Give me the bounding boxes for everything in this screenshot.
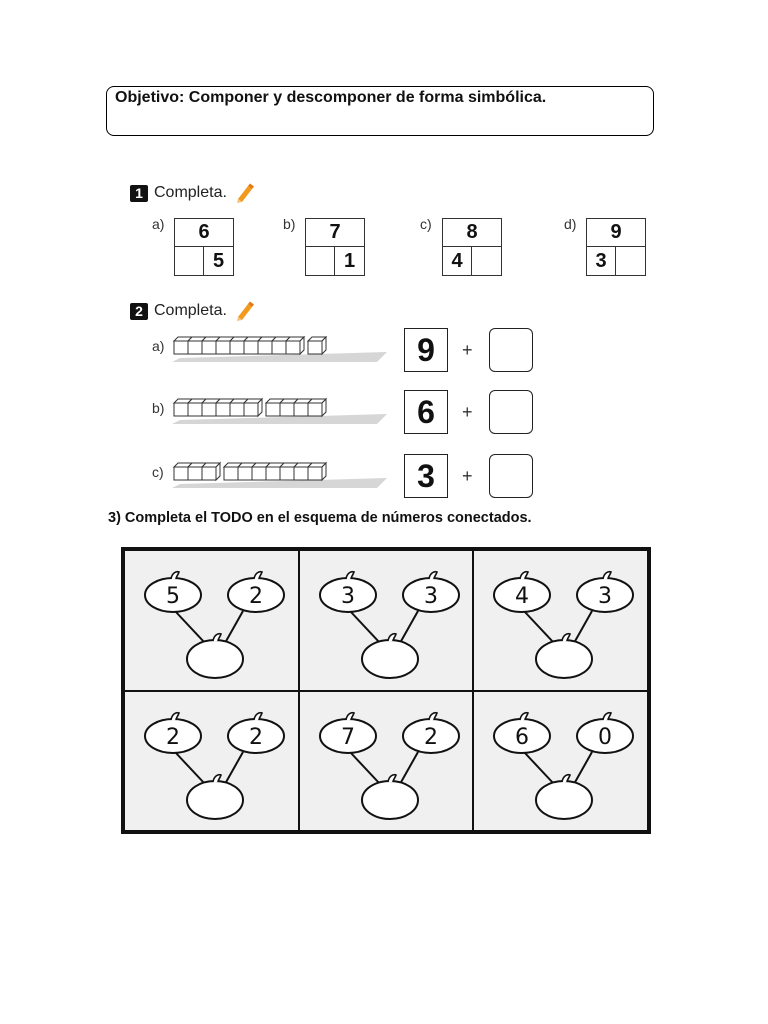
unit-cube (308, 467, 322, 480)
answer-box-b[interactable] (489, 390, 533, 434)
section-1-badge: 1 (130, 185, 148, 202)
unit-cube (294, 467, 308, 480)
unit-cube (272, 341, 286, 354)
number-bond-panel (473, 550, 648, 691)
part-value-left: 2 (166, 724, 180, 750)
connector-line (400, 752, 418, 784)
whole-circle-input (536, 634, 592, 678)
decomp-total: 7 (306, 219, 364, 247)
circle-shape (187, 781, 243, 819)
circle-shape (536, 640, 592, 678)
part-value-left: 4 (515, 584, 530, 609)
connector-line (225, 611, 243, 643)
section-1-title: Completa. (154, 184, 227, 201)
decomposition-box-b (305, 218, 365, 276)
unit-cube (174, 403, 188, 416)
decomposition-box-d (586, 218, 646, 276)
unit-cube (230, 403, 244, 416)
unit-cube (286, 341, 300, 354)
plus-sign: + (462, 466, 473, 486)
connector-line (574, 752, 592, 784)
cube-group (174, 337, 304, 354)
s1-label-a: a) (152, 216, 165, 232)
unit-cube (202, 403, 216, 416)
s2-row-c (152, 452, 552, 502)
whole-circle-input (187, 774, 243, 818)
cube-group (224, 463, 326, 480)
connector-line (400, 611, 418, 643)
part-value-left: 3 (340, 584, 355, 609)
part-value-left: 6 (515, 724, 530, 750)
decomp-total: 8 (443, 219, 501, 247)
unit-cube (258, 341, 272, 354)
number-bond-diagram (474, 692, 648, 830)
circle-shape (362, 781, 418, 819)
objective-box (106, 86, 654, 136)
unit-cube (230, 341, 244, 354)
unit-cube (174, 467, 188, 480)
decomp-left: 3 (587, 247, 616, 275)
unit-cube (216, 403, 230, 416)
part-value-right: 2 (423, 724, 438, 750)
unit-cubes-strip-b (172, 394, 387, 424)
s2-label-a: a) (152, 338, 165, 354)
number-bond-panel (299, 691, 474, 832)
unit-cube (202, 341, 216, 354)
number-box-c: 3 (404, 454, 448, 498)
unit-cube (244, 403, 258, 416)
part-value-left: 7 (340, 724, 355, 750)
decomp-right: 5 (212, 249, 225, 272)
unit-cube (252, 467, 266, 480)
cube-group (174, 399, 262, 416)
number-bond-panel (124, 691, 299, 832)
number-bond-diagram (125, 551, 299, 689)
section-2-header (130, 300, 255, 322)
unit-cube (216, 341, 230, 354)
number-bond-diagram (300, 692, 474, 830)
pencil-icon (233, 182, 255, 204)
connector-line (350, 752, 380, 784)
section-1-header (130, 182, 255, 204)
decomp-left-input[interactable] (306, 247, 335, 275)
unit-cube (266, 403, 280, 416)
s1-label-b: b) (283, 216, 296, 232)
connector-line (175, 752, 205, 784)
connector-line (524, 611, 554, 643)
unit-cube (280, 403, 294, 416)
unit-cube (238, 467, 252, 480)
connector-line (350, 611, 380, 643)
connector-line (574, 611, 592, 643)
part-value-right: 2 (249, 584, 263, 609)
plus-sign: + (462, 340, 473, 360)
circle-shape (536, 781, 592, 819)
number-bond-grid (121, 547, 651, 834)
whole-circle-input (536, 774, 592, 818)
decomp-left: 4 (443, 247, 472, 275)
s2-row-b (152, 388, 552, 438)
s1-label-c: c) (420, 216, 432, 232)
circle-shape (187, 640, 243, 678)
unit-cube (308, 403, 322, 416)
cube-group (308, 337, 326, 354)
number-bond-diagram (474, 551, 648, 689)
unit-cube (244, 341, 258, 354)
unit-cube (266, 467, 280, 480)
whole-circle-input (362, 774, 418, 818)
number-box-a: 9 (404, 328, 448, 372)
pencil-icon (233, 300, 255, 322)
circle-shape (362, 640, 418, 678)
section-2-badge: 2 (130, 303, 148, 320)
s2-row-a (152, 326, 552, 376)
cube-group (266, 399, 326, 416)
unit-cube (188, 467, 202, 480)
connector-line (524, 752, 554, 784)
unit-cube (202, 467, 216, 480)
decomp-left-input[interactable] (175, 247, 204, 275)
unit-cube (308, 341, 322, 354)
number-bond-panel (299, 550, 474, 691)
decomp-total: 6 (175, 219, 233, 247)
part-value-right: 2 (249, 724, 263, 750)
number-bond-panel (473, 691, 648, 832)
part-value-right: 3 (423, 584, 438, 609)
whole-circle-input (187, 634, 243, 678)
plus-sign: + (462, 402, 473, 422)
unit-cube (280, 467, 294, 480)
decomp-right: 1 (343, 249, 356, 272)
answer-box-c[interactable] (489, 454, 533, 498)
part-value-left: 5 (166, 584, 180, 609)
unit-cube (188, 341, 202, 354)
part-value-right: 0 (598, 724, 613, 750)
number-bond-panel (124, 550, 299, 691)
section-2-title: Completa. (154, 302, 227, 319)
cube-group (174, 463, 220, 480)
section-3-title: 3) Completa el TODO en el esquema de números conectados. (108, 510, 532, 526)
answer-box-a[interactable] (489, 328, 533, 372)
connector-line (225, 752, 243, 784)
decomposition-box-a (174, 218, 234, 276)
decomp-total: 9 (587, 219, 645, 247)
unit-cube (224, 467, 238, 480)
connector-line (175, 611, 205, 643)
unit-cube (294, 403, 308, 416)
unit-cubes-strip-c (172, 458, 387, 488)
unit-cube (174, 341, 188, 354)
unit-cubes-strip-a (172, 332, 387, 362)
decomp-right-input[interactable] (472, 247, 501, 275)
number-bond-diagram (125, 692, 299, 830)
s2-label-b: b) (152, 400, 165, 416)
decomposition-box-c (442, 218, 502, 276)
part-value-right: 3 (598, 584, 613, 609)
number-box-b: 6 (404, 390, 448, 434)
decomp-right-input[interactable] (616, 247, 645, 275)
number-bond-diagram (300, 551, 474, 689)
objective-text: Objetivo: Componer y descomponer de forma simbólica. (115, 89, 547, 106)
unit-cube (188, 403, 202, 416)
s2-label-c: c) (152, 464, 164, 480)
s1-label-d: d) (564, 216, 577, 232)
whole-circle-input (362, 634, 418, 678)
